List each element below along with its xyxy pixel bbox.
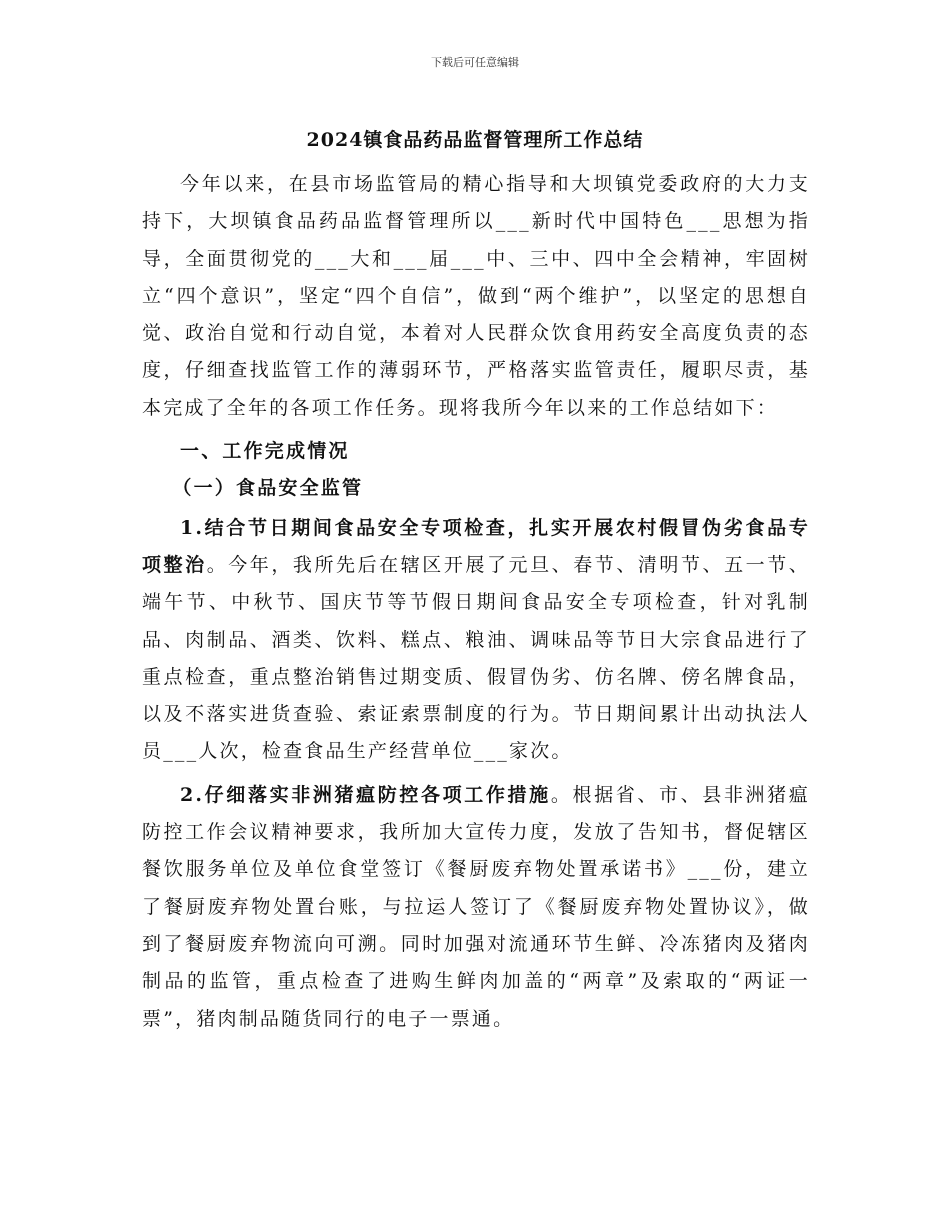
document-title: 2024镇食品药品监督管理所工作总结 — [306, 129, 644, 151]
document-body — [142, 166, 810, 1038]
item1-text: 。今年，我所先后在辖区开展了元旦、春节、清明节、五一节、端午节、中秋节、国庆节等节假日期间食品安全专项检查，针对乳制品、肉制品、酒类、饮料、糕点、粮油、调味品等节日大宗食品进行了重点检查，重点整治销售过期变质、假冒伪劣、仿名牌、傍名牌食品，以及不落实进货查验、索证索票制度的行为。节日期间累计出动执法人员___人次，检查食品生产经营单位___家次。 — [142, 553, 810, 763]
header-note: 下载后可任意编辑 — [431, 56, 519, 69]
subsection-heading: （一）食品安全监管 — [172, 477, 364, 500]
item1-lead: 1.结合节日期间食品安全专项检查，扎实开展农村假冒伪劣食品专项整治 — [142, 516, 810, 576]
item2-lead: 2.仔细落实非洲猪瘟防控各项工作措施 — [180, 783, 551, 806]
item2-paragraph — [142, 777, 810, 1038]
section-heading: 一、工作完成情况 — [180, 440, 350, 463]
item1-paragraph — [142, 510, 810, 771]
intro-paragraph: 今年以来，在县市场监管局的精心指导和大坝镇党委政府的大力支持下，大坝镇食品药品监督管理所以___新时代中国特色___思想为指导，全面贯彻党的___大和___届___中、三中、四中全会精神，牢固树立“四个意识”，坚定“四个自信”，做到“两个维护”，以坚定的思想自觉、政治自觉和行动自觉，本着对人民群众饮食用药安全高度负责的态度，仔细查找监管工作的薄弱环节，严格落实监管责任，履职尽责，基本完成了全年的各项工作任务。现将我所今年以来的工作总结如下： — [142, 173, 810, 419]
item2-text: 。根据省、市、县非洲猪瘟防控工作会议精神要求，我所加大宣传力度，发放了告知书，督促辖区餐饮服务单位及单位食堂签订《餐厨废弃物处置承诺书》___份，建立了餐厨废弃物处置台账，与拉运人签订了《餐厨废弃物处置协议》，做到了餐厨废弃物流向可溯。同时加强对流通环节生鲜、冷冻猪肉及猪肉制品的监管，重点检查了进购生鲜肉加盖的“两章”及索取的“两证一票”，猪肉制品随货同行的电子一票通。 — [142, 783, 811, 1030]
